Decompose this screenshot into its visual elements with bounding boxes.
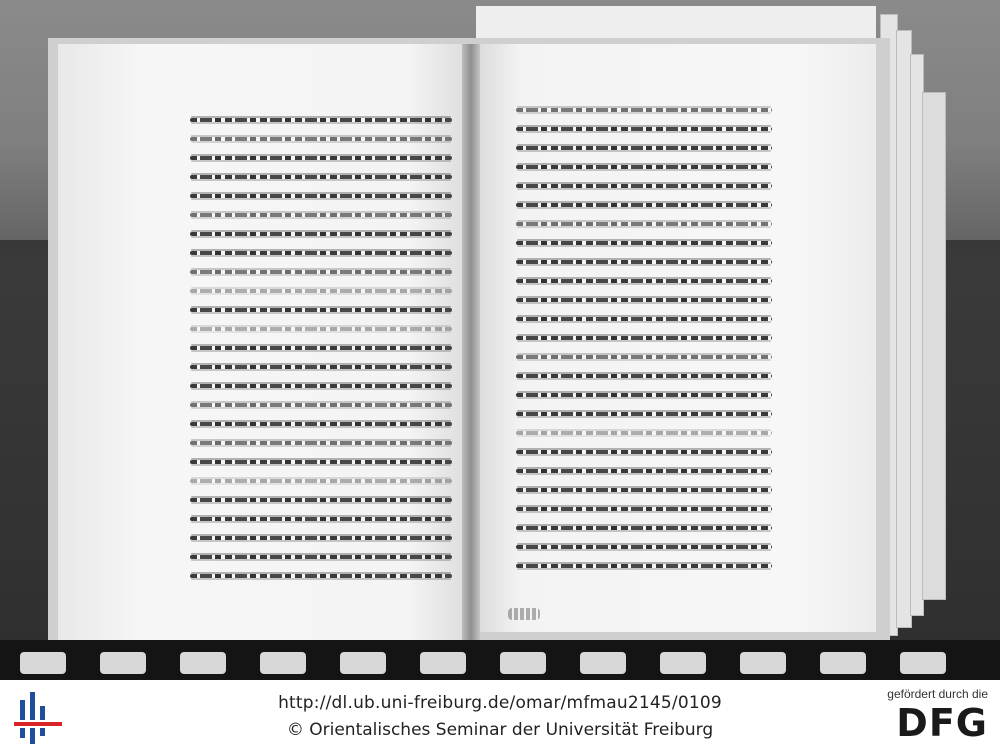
- archive-url[interactable]: http://dl.ub.uni-freiburg.de/omar/mfmau2145/0109: [278, 693, 722, 713]
- page-edge: [922, 92, 946, 600]
- film-perforation: [820, 652, 866, 674]
- film-perforation: [900, 652, 946, 674]
- film-perforation: [740, 652, 786, 674]
- film-perforation: [580, 652, 626, 674]
- film-perforation: [420, 652, 466, 674]
- left-page-text: [190, 118, 452, 593]
- dfg-logo-icon: DFG: [896, 701, 988, 745]
- film-perforation: [180, 652, 226, 674]
- film-perforation: [100, 652, 146, 674]
- copyright-notice: © Orientalisches Seminar der Universität Freiburg: [286, 720, 714, 740]
- sponsor-caption: gefördert durch die: [887, 687, 988, 701]
- book-gutter: [462, 44, 480, 674]
- film-perforation: [260, 652, 306, 674]
- film-perforation: [500, 652, 546, 674]
- margin-note: [508, 608, 540, 620]
- film-perforation: [340, 652, 386, 674]
- right-page-text: [516, 108, 772, 583]
- film-perforation: [660, 652, 706, 674]
- footer-bar: [0, 680, 1000, 751]
- film-perforation: [20, 652, 66, 674]
